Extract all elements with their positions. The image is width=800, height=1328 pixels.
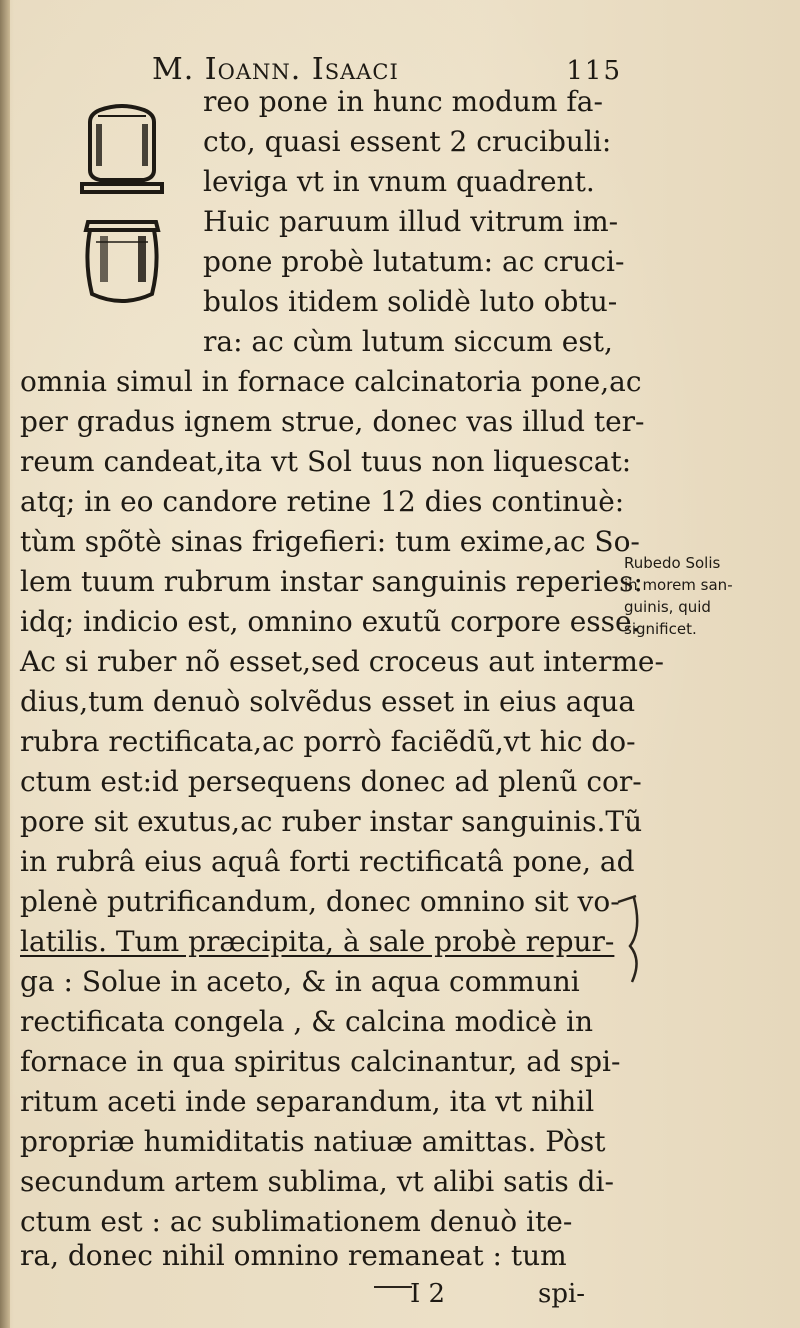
margin-note bbox=[624, 552, 790, 640]
text-line: bulos itidem solidè luto obtu- bbox=[203, 285, 618, 318]
text-line: ra, donec nihil omnino remaneat : tum bbox=[20, 1239, 567, 1272]
ornament-dash-icon bbox=[372, 1282, 422, 1292]
margin-note-line: guinis, quid bbox=[624, 598, 711, 616]
text-line: leviga vt in vnum quadrent. bbox=[203, 165, 595, 198]
text-line: Ac si ruber nõ esset,sed croceus aut interme- bbox=[20, 645, 664, 678]
page-gutter bbox=[0, 0, 10, 1328]
crucible-icon bbox=[78, 104, 166, 196]
text-line: reum candeat,ita vt Sol tuus non liquescat: bbox=[20, 445, 632, 478]
text-line: rubra rectificata,ac porrò faciẽdũ,vt hic do- bbox=[20, 725, 636, 758]
text-line: ra: ac cùm lutum siccum est, bbox=[203, 325, 613, 358]
luted-vessel-figure bbox=[78, 212, 166, 312]
text-line: fornace in qua spiritus calcinantur, ad spi- bbox=[20, 1045, 621, 1078]
running-head: M. Ioann. Isaaci bbox=[152, 52, 399, 87]
text-line: per gradus ignem strue, donec vas illud ter- bbox=[20, 405, 645, 438]
text-line: dius,tum denuò solvẽdus esset in eius aqua bbox=[20, 685, 636, 718]
text-line: plenè putrificandum, donec omnino sit vo- bbox=[20, 885, 620, 918]
page-number: 115 bbox=[566, 56, 622, 86]
text-line: Huic paruum illud vitrum im- bbox=[203, 205, 619, 238]
signature-mark: I 2 bbox=[410, 1279, 446, 1309]
text-line: pore sit exutus,ac ruber instar sanguinis.Tũ bbox=[20, 805, 643, 838]
text-line: reo pone in hunc modum fa- bbox=[203, 85, 603, 118]
margin-note-line: in morem san- bbox=[624, 576, 733, 594]
luted-vessel-icon bbox=[78, 212, 166, 312]
text-line: in rubrâ eius aquâ forti rectificatâ pone, ad bbox=[20, 845, 635, 878]
margin-note-line: Rubedo Solis bbox=[624, 554, 721, 572]
text-line: atq; in eo candore retine 12 dies continuè: bbox=[20, 485, 625, 518]
text-line: lem tuum rubrum instar sanguinis reperies: bbox=[20, 565, 643, 598]
text-line: ga : Solue in aceto, & in aqua communi bbox=[20, 965, 580, 998]
text-line: latilis. Tum præcipita, à sale probè repur- bbox=[20, 925, 615, 958]
text-line: secundum artem sublima, vt alibi satis di- bbox=[20, 1165, 614, 1198]
text-line: ctum est:id persequens donec ad plenũ cor- bbox=[20, 765, 642, 798]
text-line: cto, quasi essent 2 crucibuli: bbox=[203, 125, 612, 158]
text-line: ritum aceti inde separandum, ita vt nihil bbox=[20, 1085, 595, 1118]
text-line: tùm spõtè sinas frigefieri: tum exime,ac So- bbox=[20, 525, 640, 558]
text-line: propriæ humiditatis natiuæ amittas. Pòst bbox=[20, 1125, 606, 1158]
crucible-figure bbox=[78, 104, 166, 196]
text-line: pone probè lutatum: ac cruci- bbox=[203, 245, 625, 278]
text-line: rectificata congela , & calcina modicè in bbox=[20, 1005, 594, 1038]
text-line: ctum est : ac sublimationem denuò ite- bbox=[20, 1205, 573, 1238]
margin-note-line: significet. bbox=[624, 620, 697, 638]
text-line: omnia simul in fornace calcinatoria pone,ac bbox=[20, 365, 642, 398]
handwritten-bracket-icon bbox=[612, 890, 652, 990]
catchword: spi- bbox=[538, 1279, 586, 1309]
text-line: idq; indicio est, omnino exutũ corpore esse. bbox=[20, 605, 641, 638]
